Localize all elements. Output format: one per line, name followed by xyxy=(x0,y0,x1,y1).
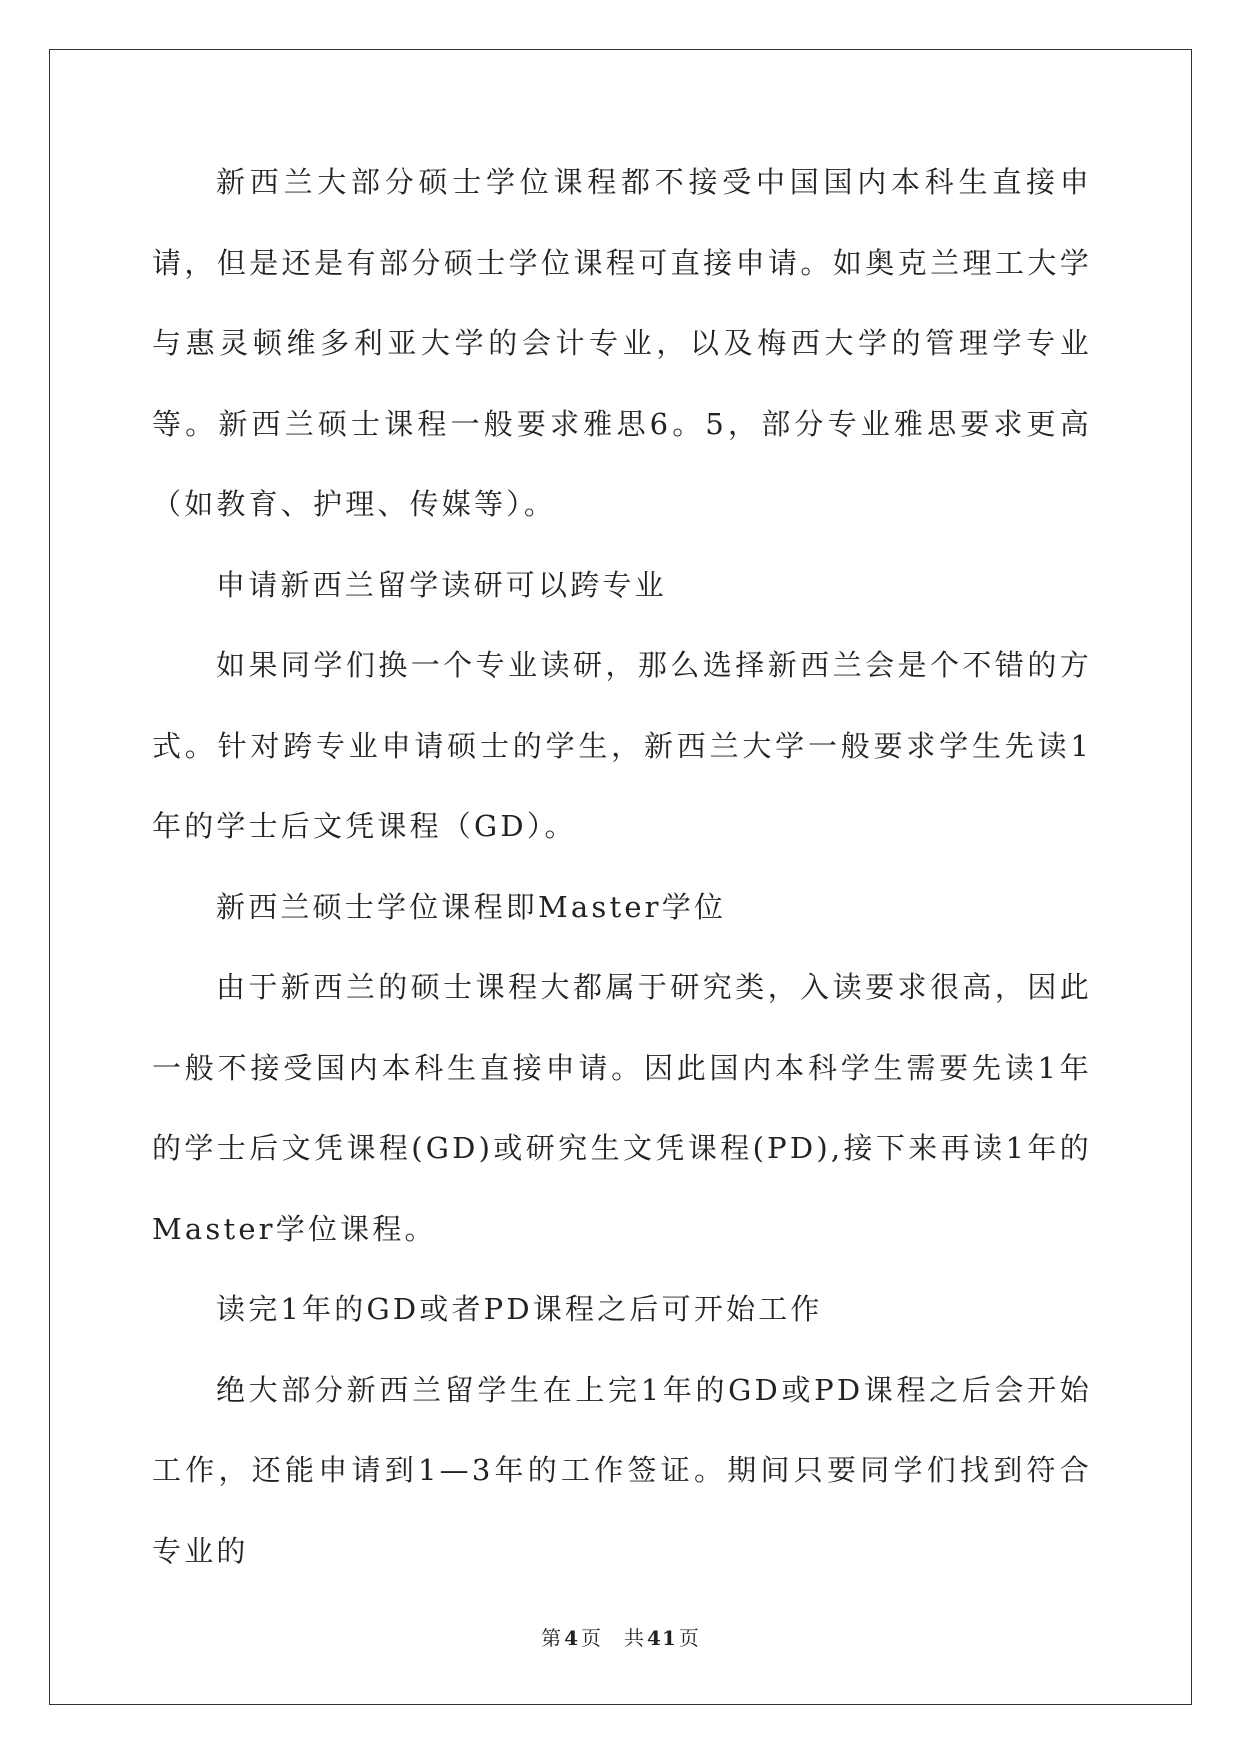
page-footer xyxy=(0,1622,1241,1651)
footer-prefix: 第 xyxy=(541,1626,563,1650)
footer-total-pages: 41 xyxy=(647,1626,677,1650)
footer-total-suffix: 页 xyxy=(678,1626,700,1650)
document-body xyxy=(152,163,1092,1591)
footer-page-suffix: 页 xyxy=(581,1626,603,1650)
paragraph-5: 由于新西兰的硕士课程大都属于研究类，入读要求很高，因此一般不接受国内本科生直接申请。因此国内本科学生需要先读1年的学士后文凭课程(GD)或研究生文凭课程(PD),接下来再读1年的Master学位课程。 xyxy=(152,970,1092,1246)
paragraph-4-heading: 新西兰硕士学位课程即Master学位 xyxy=(216,889,727,924)
paragraph-1: 新西兰大部分硕士学位课程都不接受中国国内本科生直接申请，但是还是有部分硕士学位课程可直接申请。如奥克兰理工大学与惠灵顿维多利亚大学的会计专业，以及梅西大学的管理学专业等。新西兰硕士课程一般要求雅思6。5，部分专业雅思要求更高（如教育、护理、传媒等）。 xyxy=(152,165,1092,521)
paragraph-2-heading: 申请新西兰留学读研可以跨专业 xyxy=(216,567,667,602)
footer-total-prefix: 共 xyxy=(624,1626,646,1650)
paragraph-7: 绝大部分新西兰留学生在上完1年的GD或PD课程之后会开始工作，还能申请到1—3年的工作签证。期间只要同学们找到符合专业的 xyxy=(152,1372,1092,1568)
footer-page-number: 4 xyxy=(564,1626,580,1650)
paragraph-6-heading: 读完1年的GD或者PD课程之后可开始工作 xyxy=(216,1292,823,1326)
paragraph-3: 如果同学们换一个专业读研，那么选择新西兰会是个不错的方式。针对跨专业申请硕士的学生，新西兰大学一般要求学生先读1年的学士后文凭课程（GD）。 xyxy=(152,648,1092,843)
